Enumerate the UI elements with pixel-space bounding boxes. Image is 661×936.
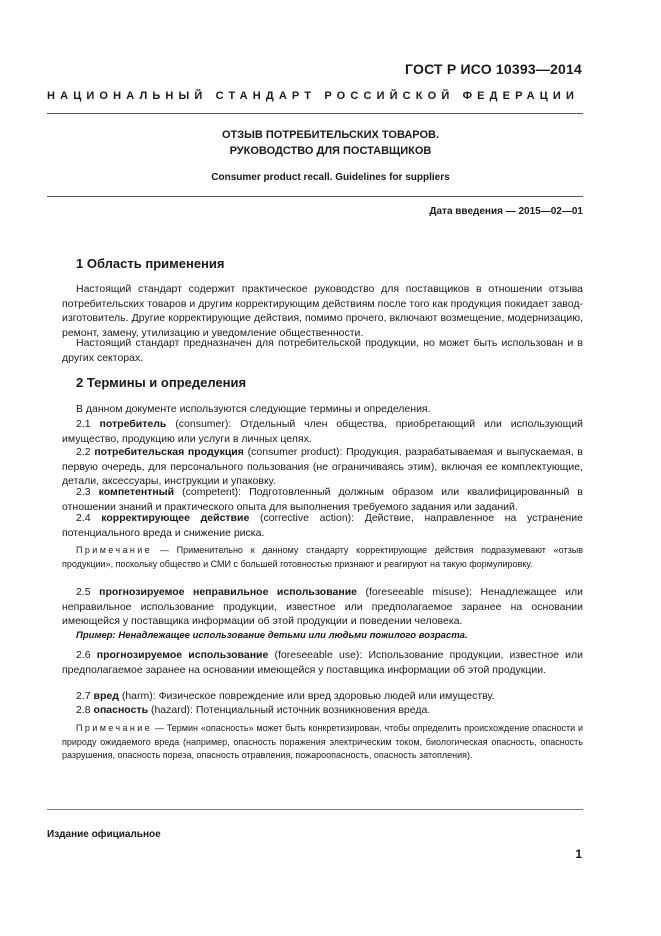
document-title-line-1: ОТЗЫВ ПОТРЕБИТЕЛЬСКИХ ТОВАРОВ. bbox=[221, 129, 440, 141]
term-2-5-term: прогнозируемое неправильное использование bbox=[99, 586, 357, 598]
introduction-date: Дата введения — 2015—02—01 bbox=[429, 206, 583, 217]
term-2-6-term: прогнозируемое использование bbox=[96, 649, 269, 661]
term-2-5-number: 2.5 bbox=[76, 586, 91, 598]
footer-rule bbox=[47, 809, 583, 810]
section-1-heading: 1 Область применения bbox=[76, 256, 225, 271]
document-title-english: Consumer product recall. Guidelines for suppliers bbox=[211, 172, 450, 183]
term-2-4-number: 2.4 bbox=[76, 512, 91, 524]
note-2-label: Примечание bbox=[76, 723, 153, 733]
document-title-line-2: РУКОВОДСТВО ДЛЯ ПОСТАВЩИКОВ bbox=[229, 145, 432, 157]
term-2-4 bbox=[62, 511, 583, 540]
term-2-3-definition: (competent): Подготовленный должным образом или квалифицированный в отношении знаний и практического опыта для выполнения требуемого задания или заданий. bbox=[62, 486, 583, 513]
term-2-3 bbox=[62, 485, 583, 514]
term-2-7 bbox=[62, 689, 583, 704]
term-2-6 bbox=[62, 648, 583, 677]
section-2-heading: 2 Термины и определения bbox=[76, 375, 247, 390]
term-2-8-number: 2.8 bbox=[76, 704, 91, 716]
edition-label: Издание официальное bbox=[47, 829, 161, 840]
term-2-3-term: компетентный bbox=[98, 486, 175, 498]
header-rule bbox=[47, 113, 583, 114]
section-2-intro: В данном документе используются следующие термины и определения. bbox=[76, 403, 431, 415]
term-2-4-definition: (corrective action): Действие, направленное на устранение потенциального вреда и снижение риска. bbox=[62, 512, 584, 539]
note-1-label: Примечание bbox=[76, 545, 153, 555]
term-2-5 bbox=[62, 585, 583, 629]
note-1-text: — Применительно к данному стандарту корректирующие действия подразумевают «отзыв продукции», поскольку общество и СМИ с большей готовностью признают и реагируют на такую формулировку. bbox=[62, 545, 583, 569]
term-2-5-definition: (foreseeable misuse): Ненадлежащее или неправильное использование продукции, известное или предполагаемое заранее на основании имеющейся у поставщика информации об этой продукции и поведении человека. bbox=[62, 586, 583, 627]
term-2-2-number: 2.2 bbox=[76, 446, 91, 458]
standard-number: ГОСТ Р ИСО 10393—2014 bbox=[405, 61, 582, 77]
term-2-8-definition: (hazard): Потенциальный источник возникновения вреда. bbox=[148, 704, 431, 716]
term-2-7-term: вред bbox=[93, 690, 119, 702]
term-2-2 bbox=[62, 445, 583, 489]
title-rule bbox=[47, 196, 583, 197]
term-2-4-term: корректирующее действие bbox=[101, 512, 250, 524]
term-2-8-term: опасность bbox=[93, 704, 149, 716]
term-2-1-term: потребитель bbox=[99, 418, 167, 430]
note-2-text: — Термин «опасность» может быть конкретизирован, чтобы определить происхождение опасности и природу ожидаемого вреда (например, опасность поражения электрическим током, биологическая опасность, опасность разрушения, опасность пореза, опасность отравления, пожароопасность, опасность затопления). bbox=[62, 723, 583, 760]
section-1-paragraph-2: Настоящий стандарт предназначен для потребительской продукции, но может быть использован и в других секторах. bbox=[62, 337, 583, 364]
page-number: 1 bbox=[575, 847, 582, 861]
example-2-5: Пример: Ненадлежащее использование детьми или людьми пожилого возраста. bbox=[76, 630, 468, 641]
term-2-2-definition: (consumer product): Продукция, разрабатываемая и выпускаемая, в первую очередь, для персонального пользования (не ограничиваясь этим), включая ее комплектующие, детали, аксессуары, инструкции и упаковку. bbox=[62, 446, 583, 487]
term-2-6-definition: (foreseeable use): Использование продукции, известное или предполагаемое заранее на основании имеющейся у поставщика информации об этой продукции. bbox=[62, 649, 584, 676]
term-2-2-term: потребительская продукция bbox=[94, 446, 244, 458]
section-1-paragraph-1: Настоящий стандарт содержит практическое руководство для поставщиков в отношении отзыва потребительских товаров и другим корректирующим действиям после того как продукция покидает завод-изготовитель. Другие корректирующие действия, помимо прочего, включают возмещение, модернизацию, ремонт, замену, утилизацию и уведомление общественности. bbox=[62, 283, 583, 339]
note-2 bbox=[62, 722, 583, 763]
term-2-1-definition: (consumer): Отдельный член общества, приобретающий или использующий имущество, продукцию или услуги в личных целях. bbox=[62, 418, 583, 445]
term-2-8 bbox=[62, 703, 583, 718]
note-1 bbox=[62, 544, 583, 571]
national-standard-line: НАЦИОНАЛЬНЫЙ СТАНДАРТ РОССИЙСКОЙ ФЕДЕРАЦИИ bbox=[47, 90, 580, 102]
term-2-1-number: 2.1 bbox=[76, 418, 91, 430]
term-2-6-number: 2.6 bbox=[76, 649, 91, 661]
term-2-3-number: 2.3 bbox=[76, 486, 91, 498]
term-2-7-definition: (harm): Физическое повреждение или вред здоровью людей или имуществу. bbox=[118, 690, 495, 702]
term-2-1 bbox=[62, 417, 583, 446]
term-2-7-number: 2.7 bbox=[76, 690, 91, 702]
